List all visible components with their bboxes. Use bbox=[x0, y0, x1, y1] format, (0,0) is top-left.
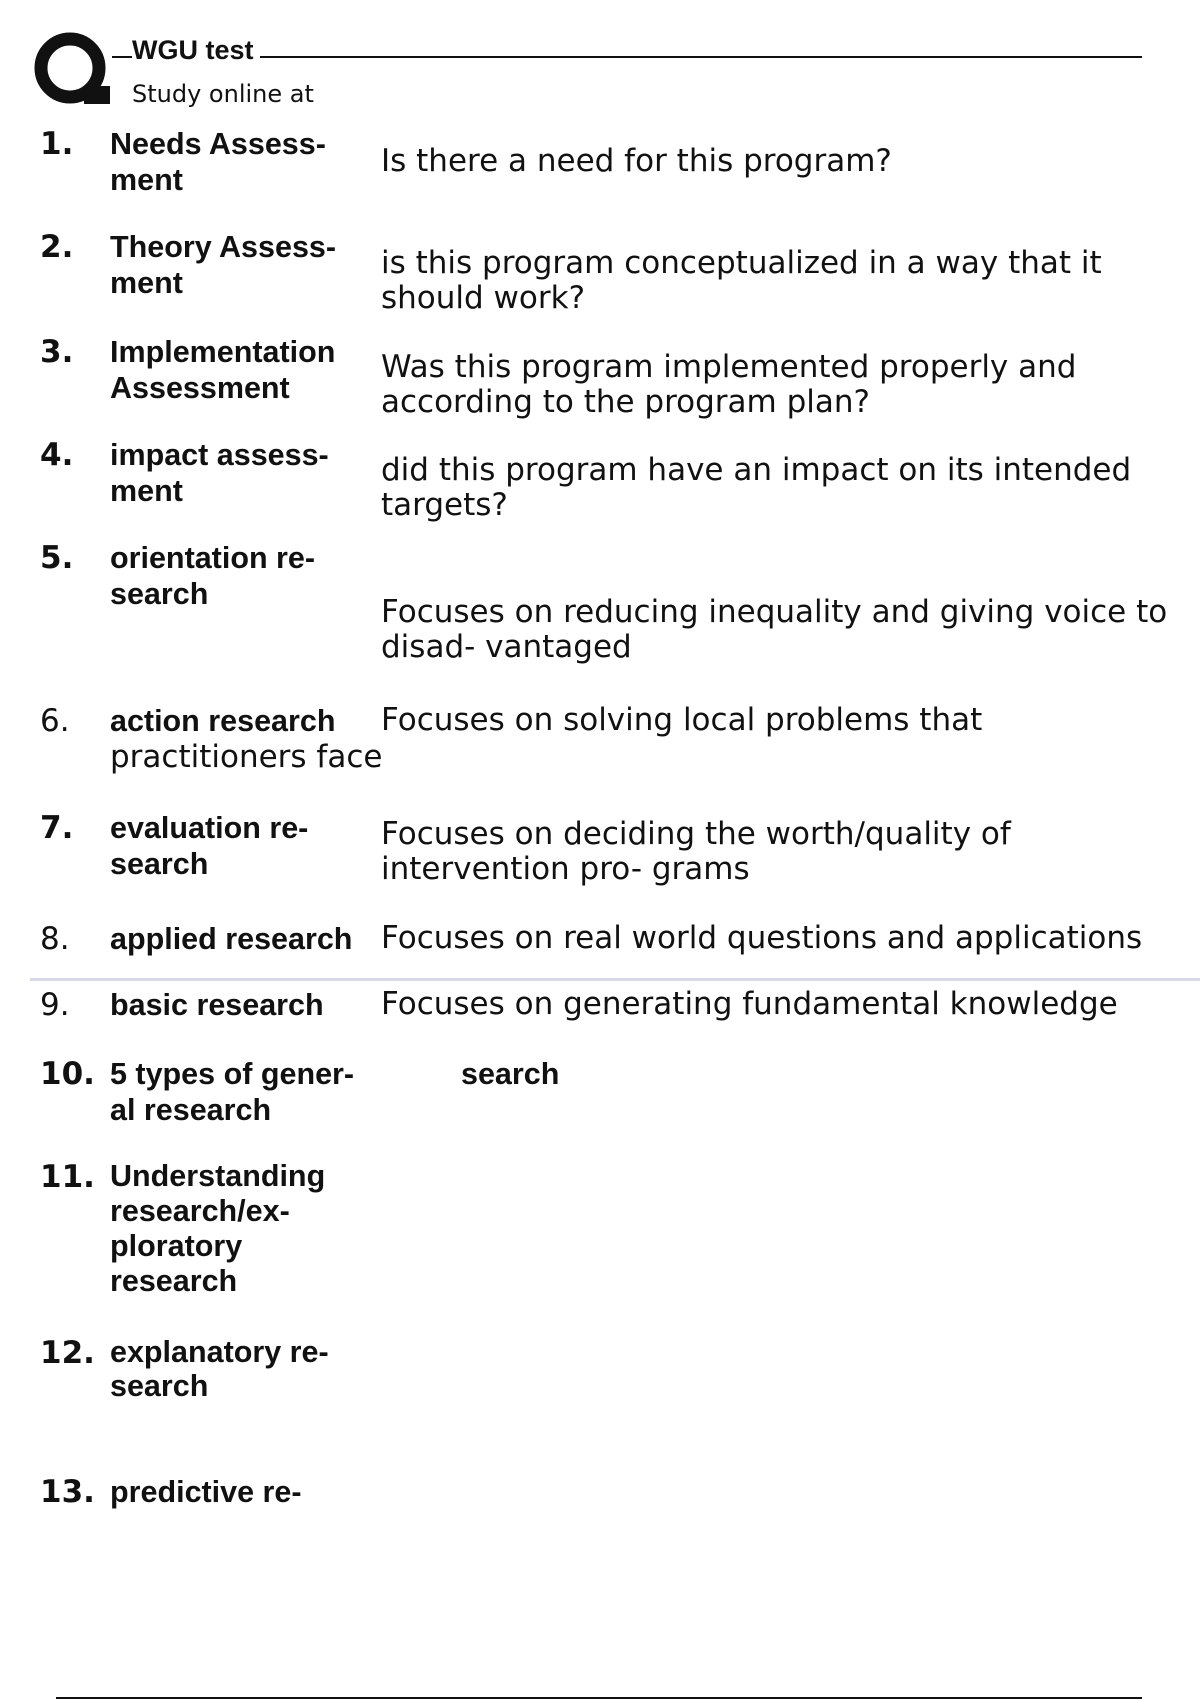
entry-number: 4. bbox=[40, 437, 74, 473]
entry-term: predictive re- bbox=[110, 1475, 302, 1509]
entry-number: 10. bbox=[40, 1056, 95, 1092]
entry-definition-continuation: practitioners face bbox=[110, 739, 383, 775]
entry-number: 7. bbox=[40, 810, 74, 846]
entry-definition: Is there a need for this program? bbox=[381, 143, 892, 179]
entry-definition: Focuses on reducing inequality and giving voice to disad- vantaged bbox=[381, 594, 1168, 665]
entry-definition: Was this program implemented properly and according to the program plan? bbox=[381, 349, 1077, 420]
document-subtitle: Study online at bbox=[132, 80, 314, 108]
entry-number: 13. bbox=[40, 1474, 95, 1510]
entry-number: 12. bbox=[40, 1335, 95, 1371]
site-logo-icon bbox=[32, 30, 112, 110]
entry-definition: Focuses on generating fundamental knowledge bbox=[381, 986, 1118, 1022]
entry-term: orientation re- search bbox=[110, 541, 316, 611]
header-rule bbox=[112, 56, 1142, 58]
entry-number: 2. bbox=[40, 229, 74, 265]
entry-term: basic research bbox=[110, 988, 324, 1022]
entry-term: 5 types of gener- al research bbox=[110, 1057, 355, 1127]
row-divider bbox=[30, 978, 1200, 981]
entry-definition: Focuses on solving local problems that bbox=[381, 702, 983, 738]
entry-term: Theory Assess- ment bbox=[110, 230, 337, 300]
entry-term: Implementation Assessment bbox=[110, 335, 336, 405]
document-title: WGU test bbox=[132, 34, 260, 66]
footer-rule bbox=[56, 1697, 1142, 1699]
entry-term: impact assess- ment bbox=[110, 438, 329, 508]
entry-number: 5. bbox=[40, 540, 74, 576]
entry-number: 11. bbox=[40, 1159, 95, 1195]
entry-term: explanatory re- search bbox=[110, 1335, 329, 1403]
entry-term: evaluation re- search bbox=[110, 811, 309, 881]
entry-number: 1. bbox=[40, 126, 74, 162]
entry-term: Understanding research/ex- ploratory research bbox=[110, 1159, 326, 1298]
entry-definition: Focuses on deciding the worth/quality of intervention pro- grams bbox=[381, 816, 1011, 887]
entry-number: 8. bbox=[40, 921, 70, 957]
entry-term: action research bbox=[110, 704, 336, 738]
entry-number: 9. bbox=[40, 987, 70, 1023]
entry-definition: did this program have an impact on its intended targets? bbox=[381, 452, 1132, 523]
entry-number: 6. bbox=[40, 703, 70, 739]
entry-number: 3. bbox=[40, 334, 74, 370]
entry-term: Needs Assess- ment bbox=[110, 127, 326, 197]
entry-definition: Focuses on real world questions and applications bbox=[381, 920, 1143, 956]
entry-term: applied research bbox=[110, 922, 353, 956]
entry-definition: is this program conceptualized in a way that it should work? bbox=[381, 245, 1102, 316]
entry-extra-text: search bbox=[461, 1057, 560, 1091]
